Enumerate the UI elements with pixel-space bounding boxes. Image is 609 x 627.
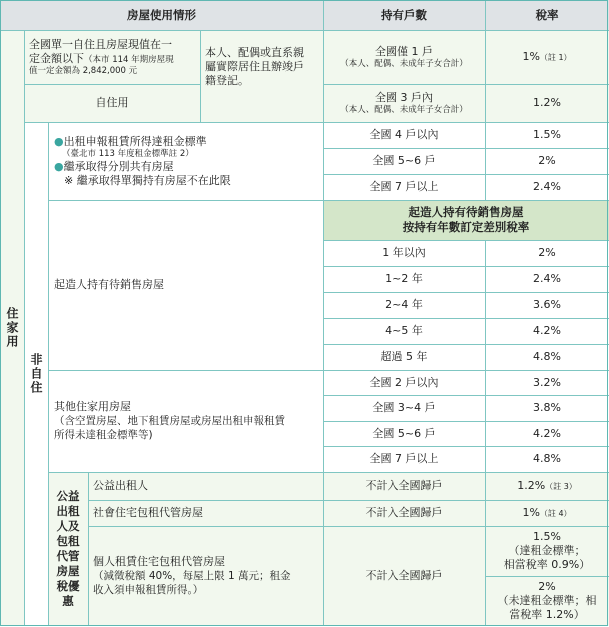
header-tax-rate: 稅率: [485, 0, 609, 30]
self-use-count-1-text: 全國僅 1 戶: [375, 44, 433, 58]
grid-line: [323, 421, 609, 422]
inherit-line2: ※ 繼承取得單獨持有房屋不在此限: [64, 173, 231, 187]
other-count-2: [323, 395, 485, 421]
other-rate-4-text: 4.8%: [533, 452, 561, 465]
other-line1: 其他住家用房屋: [54, 400, 131, 413]
registration-line3: 籍登記。: [205, 74, 249, 87]
grid-line: [485, 240, 486, 626]
builder-subheader: [323, 200, 609, 240]
builder-years-1: [323, 240, 485, 266]
personal-lease-rate-1: [485, 526, 609, 576]
rental-count-1-text: 全國 4 戶以內: [369, 128, 439, 141]
builder-years-4-text: 4~5 年: [385, 324, 423, 337]
self-use-count-2-note: （本人、配偶、未成年子女合計）: [340, 104, 468, 115]
welfare-row-1-rate-value: 1.2%: [517, 478, 546, 492]
other-residential-label: [48, 370, 323, 472]
self-use-registration: [200, 30, 323, 122]
other-rate-3: [485, 421, 609, 446]
grid-line: [485, 0, 486, 200]
builder-rate-2-text: 2.4%: [533, 272, 561, 285]
builder-rate-5: [485, 344, 609, 370]
rental-note-text: 註 2）: [168, 148, 194, 159]
rental-rate-2: [485, 148, 609, 174]
grid-line: [200, 30, 201, 122]
grid-line: [88, 526, 609, 527]
rental-rate-1-text: 1.5%: [533, 128, 561, 141]
other-count-1: [323, 370, 485, 395]
rental-count-1: [323, 122, 485, 148]
header-household-count: 持有戶數: [323, 0, 485, 30]
builder-rate-2: [485, 266, 609, 292]
residential-text: 住家用: [5, 307, 19, 349]
rental-count-2: [323, 148, 485, 174]
self-use-condition-note-b: 值一定金額為 2,842,000 元: [29, 65, 138, 76]
rental-line1: [54, 135, 323, 149]
welfare-label-line: 公益: [56, 489, 80, 503]
rental-rate-2-text: 2%: [538, 154, 556, 167]
self-use-rate-2-value: 1.2%: [533, 96, 561, 109]
welfare-label-line: 人及: [56, 519, 80, 533]
welfare-label: [48, 472, 88, 626]
welfare-row-2-rate-wrap: [522, 506, 571, 521]
welfare-label-line: 惠: [62, 594, 74, 608]
builder-years-3: [323, 292, 485, 318]
grid-line: [24, 84, 200, 85]
builder-label-text: 起造人持有待銷售房屋: [54, 278, 164, 291]
welfare-row-2-count: [323, 500, 485, 526]
other-count-4-text: 全國 7 戶以上: [369, 452, 439, 465]
bullet-icon: ●: [54, 159, 64, 173]
other-rate-1-text: 3.2%: [533, 375, 561, 389]
grid-line: [323, 266, 609, 267]
self-use-count-1-note: （本人、配偶、未成年子女合計）: [340, 58, 468, 69]
personal-rate2-line-a: （未達租金標準；相: [497, 594, 597, 607]
grid-line: [323, 446, 609, 447]
inherit-line1: [54, 160, 323, 174]
welfare-row-2-rate-note: （註 4）: [539, 508, 572, 518]
self-use-label-text: 自住用: [95, 96, 129, 109]
personal-line3: 收入須申報租賃所得。）: [93, 584, 204, 596]
header-house-use: 房屋使用情形: [0, 0, 323, 30]
other-rate-2: [485, 395, 609, 421]
rental-rate-1: [485, 122, 609, 148]
welfare-row-1-rate-note: （註 3）: [545, 481, 577, 491]
grid-line: [48, 200, 609, 201]
builder-rate-1: [485, 240, 609, 266]
personal-lease-count-text: 不計入全國歸戶: [365, 569, 443, 582]
welfare-row-2-name-text: 社會住宅包租代管房屋: [93, 506, 203, 519]
rental-count-3: [323, 174, 485, 200]
grid-line: [48, 472, 609, 473]
self-use-rate-1: [485, 30, 609, 84]
self-use-rate-1-note: （註 1）: [539, 52, 572, 62]
registration-line2: 屬實際居住且辦竣戶: [205, 60, 304, 73]
other-count-4: [323, 446, 485, 472]
grid-line: [323, 174, 609, 175]
builder-rate-4: [485, 318, 609, 344]
welfare-row-2-count-text: 不計入全國歸戶: [365, 506, 443, 519]
bullet-icon: ●: [54, 134, 64, 148]
registration-line1: 本人、配偶或直系親: [205, 46, 304, 59]
builder-years-2: [323, 266, 485, 292]
builder-subheader-line2: 按持有年數訂定差別稅率: [402, 220, 530, 234]
welfare-label-line: 房屋: [56, 564, 80, 578]
grid-line: [88, 472, 89, 626]
grid-line: [0, 30, 609, 31]
grid-line: [323, 84, 609, 85]
welfare-row-2-name: [88, 500, 323, 526]
builder-rate-1-text: 2%: [538, 246, 556, 259]
builder-years-2-text: 1~2 年: [385, 272, 423, 285]
welfare-label-line: 稅優: [56, 579, 80, 593]
other-rate-4: [485, 446, 609, 472]
inherit-line1-text: 繼承取得分別共有房屋: [63, 159, 174, 173]
other-line3: 所得未達租金標準等): [54, 429, 153, 441]
grid-line: [48, 370, 609, 371]
rental-rate-3: [485, 174, 609, 200]
personal-line2: （減徵稅額 40%，每屋上限 1 萬元；租金: [93, 570, 291, 582]
welfare-row-1-name: [88, 472, 323, 500]
self-use-condition: [24, 30, 200, 84]
builder-years-5-text: 超過 5 年: [380, 350, 428, 363]
grid-line: [323, 344, 609, 345]
personal-rate1-line-b: 相當稅率 0.9%）: [503, 558, 591, 571]
grid-line: [48, 122, 49, 626]
welfare-label-line: 出租: [56, 504, 80, 518]
other-line2: （含空置房屋、地下租賃房屋或房屋出租申報租賃: [54, 415, 285, 427]
builder-rate-3-text: 3.6%: [533, 298, 561, 311]
rental-inherit-conditions: [48, 122, 323, 200]
welfare-row-1-name-text: 公益出租人: [93, 479, 148, 492]
grid-line: [323, 240, 609, 241]
self-use-condition-note-a: （本市 114 年期房屋現: [84, 54, 174, 65]
grid-line: [485, 576, 609, 577]
self-use-rate-2: [485, 84, 609, 122]
self-use-condition-line1: 全國單一自住且房屋現值在一: [29, 37, 172, 51]
builder-years-3-text: 2~4 年: [385, 298, 423, 311]
welfare-row-2-rate-value: 1%: [522, 505, 540, 519]
personal-line1: 個人租賃住宅包租代管房屋: [93, 555, 225, 568]
builder-rate-5-text: 4.8%: [533, 350, 561, 363]
self-use-rate-1-value: 1%: [522, 49, 540, 63]
other-count-1-text: 全國 2 戶以內: [369, 375, 439, 389]
builder-rate-4-text: 4.2%: [533, 324, 561, 337]
non-self-use-label: [24, 122, 48, 626]
builder-years-4: [323, 318, 485, 344]
personal-rate1-line-a: （達租金標準；: [508, 544, 586, 557]
self-use-count-2-text: 全國 3 戶內: [375, 90, 433, 104]
personal-lease-rate-2: [485, 576, 609, 626]
builder-years-5: [323, 344, 485, 370]
rental-line1-text: 出租申報租賃所得達租金標準: [63, 134, 207, 148]
grid-line: [88, 500, 609, 501]
other-rate-3-text: 4.2%: [533, 426, 561, 440]
other-count-2-text: 全國 3~4 戶: [372, 401, 436, 414]
welfare-label-line: 包租: [56, 534, 80, 548]
grid-line: [323, 395, 609, 396]
personal-lease-label: [88, 526, 323, 626]
rental-line2-text: （臺北市 113 年度租金標準: [62, 148, 169, 159]
welfare-label-line: 代管: [56, 549, 80, 563]
rental-line2: [54, 149, 323, 160]
welfare-row-1-rate: [485, 472, 609, 500]
residential-label: [0, 30, 24, 626]
personal-rate2-value: 2%: [538, 580, 556, 593]
builder-years-1-text: 1 年以內: [382, 246, 426, 259]
grid-line: [24, 122, 609, 123]
builder-subheader-line1: 起造人持有待銷售房屋: [408, 205, 524, 219]
non-self-use-text: 非自住: [29, 353, 43, 395]
personal-lease-count: [323, 526, 485, 626]
grid-line: [323, 0, 324, 626]
welfare-row-1-count-text: 不計入全國歸戶: [365, 479, 443, 492]
self-use-label: [24, 84, 200, 122]
other-rate-1: [485, 370, 609, 395]
builder-rate-3: [485, 292, 609, 318]
other-count-3-text: 全國 5~6 戶: [372, 426, 436, 440]
welfare-row-1-count: [323, 472, 485, 500]
self-use-count-1: [323, 30, 485, 84]
rental-count-2-text: 全國 5~6 戶: [372, 154, 436, 167]
grid-line: [323, 292, 609, 293]
grid-line: [323, 318, 609, 319]
other-count-3: [323, 421, 485, 446]
rental-count-3-text: 全國 7 戶以上: [369, 180, 439, 193]
personal-rate2-line-b: 當稅率 1.2%）: [509, 608, 585, 621]
other-rate-2-text: 3.8%: [533, 401, 561, 414]
self-use-condition-line2-text: 定金額以下: [29, 51, 84, 65]
welfare-row-1-rate-wrap: [517, 479, 577, 494]
builder-label: [48, 200, 323, 370]
grid-line: [24, 30, 25, 626]
grid-line: [323, 148, 609, 149]
welfare-row-2-rate: [485, 500, 609, 526]
personal-rate1-value: 1.5%: [533, 530, 561, 543]
self-use-count-2: [323, 84, 485, 122]
self-use-rate-1-wrap: [522, 50, 571, 65]
self-use-condition-line2: [29, 52, 200, 66]
rental-rate-3-text: 2.4%: [533, 180, 561, 193]
